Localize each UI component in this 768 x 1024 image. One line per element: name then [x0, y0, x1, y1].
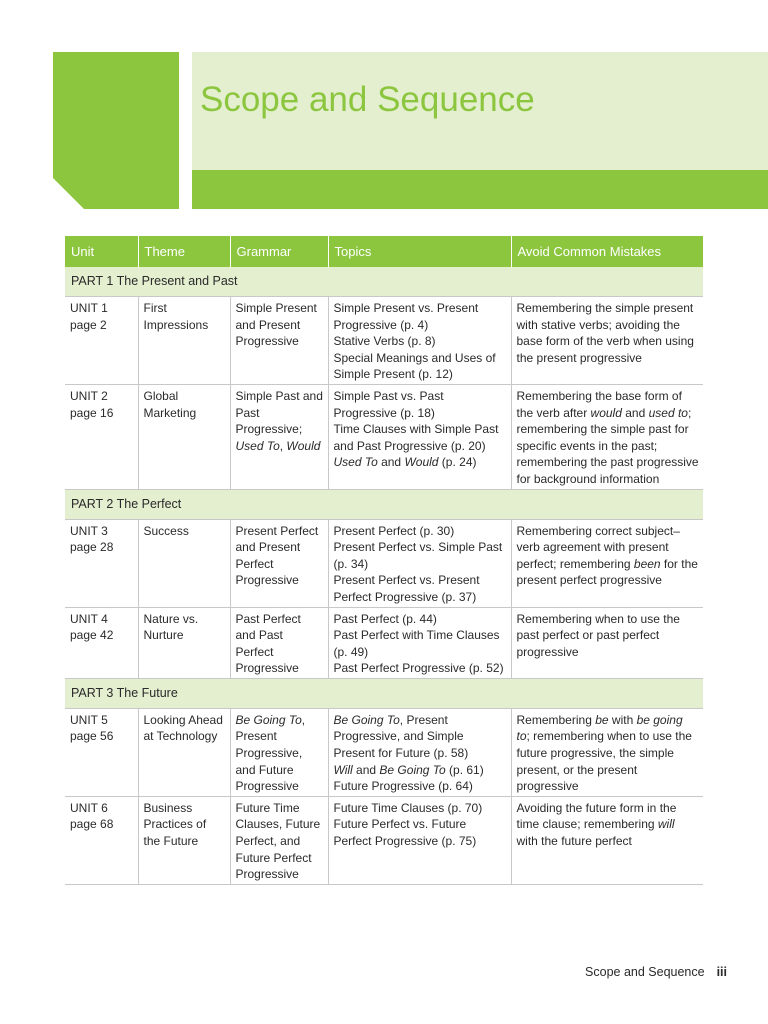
topic-item: Simple Past vs. Past Progressive (p. 18) — [333, 388, 444, 420]
unit-line: UNIT 5 — [70, 712, 108, 727]
topic-item: Simple Present vs. Present Progressive (p. 4) — [333, 301, 479, 332]
part-heading: PART 2 The Perfect — [65, 489, 703, 519]
grammar-cell: Simple Past and Past Progressive; Used To, Would — [230, 384, 328, 489]
mistakes-cell: Avoiding the future form in the time clause; remembering will with the future perfect — [511, 796, 703, 884]
theme-cell: Success — [138, 519, 230, 607]
unit-cell — [65, 607, 138, 678]
mistakes-cell: Remembering the simple present with stative verbs; avoiding the base form of the verb when using the present progressive — [511, 297, 703, 385]
theme-cell: First Impressions — [138, 297, 230, 385]
topic-item: Future Progressive (p. 64) — [333, 779, 473, 794]
topic-item: Time Clauses with Simple Past and Past Progressive (p. 20) — [333, 422, 499, 453]
topic-item: Past Perfect Progressive (p. 52) — [333, 661, 504, 676]
unit-line: page 2 — [70, 317, 107, 332]
topics-cell — [328, 607, 511, 678]
topic-item: Used To and Would (p. 24) — [333, 455, 477, 470]
table-header-row — [65, 236, 703, 267]
topic-item: Be Going To, Present Progressive, and Simple Present for Future (p. 58) — [333, 712, 469, 761]
unit-cell — [65, 297, 138, 385]
part-row — [65, 489, 703, 519]
topic-item: Past Perfect with Time Clauses (p. 49) — [333, 628, 500, 659]
unit-line: UNIT 3 — [70, 523, 108, 538]
column-header-grammar: Grammar — [230, 236, 328, 267]
topic-item: Stative Verbs (p. 8) — [333, 334, 436, 349]
table-row — [65, 297, 703, 385]
unit-cell — [65, 708, 138, 796]
unit-line: page 42 — [70, 628, 114, 643]
grammar-cell: Past Perfect and Past Perfect Progressive — [230, 607, 328, 678]
unit-line: UNIT 1 — [70, 301, 108, 315]
unit-line: page 68 — [70, 817, 114, 832]
table-body — [65, 267, 703, 884]
part-row — [65, 267, 703, 297]
unit-cell — [65, 384, 138, 489]
unit-line: UNIT 6 — [70, 800, 108, 815]
column-header-topics: Topics — [328, 236, 511, 267]
theme-cell: Business Practices of the Future — [138, 796, 230, 884]
unit-line: page 16 — [70, 405, 114, 420]
grammar-cell: Present Perfect and Present Perfect Progressive — [230, 519, 328, 607]
table-row — [65, 519, 703, 607]
topic-item: Future Perfect vs. Future Perfect Progressive (p. 75) — [333, 817, 477, 849]
topic-item: Special Meanings and Uses of Simple Present (p. 12) — [333, 350, 496, 382]
unit-line: UNIT 2 — [70, 388, 108, 403]
topic-item: Will and Be Going To (p. 61) — [333, 762, 484, 777]
topic-item: Present Perfect (p. 30) — [333, 523, 455, 538]
header-divider-strip — [179, 52, 192, 209]
unit-line: page 56 — [70, 729, 114, 744]
scope-sequence-table — [65, 236, 703, 885]
theme-cell: Looking Ahead at Technology — [138, 708, 230, 796]
mistakes-cell: Remembering correct subject–verb agreement with present perfect; remembering been for the present perfect progressive — [511, 519, 703, 607]
page-footer — [585, 965, 727, 979]
column-header-unit: Unit — [65, 236, 138, 267]
topic-item: Present Perfect vs. Simple Past (p. 34) — [333, 540, 503, 571]
column-header-theme: Theme — [138, 236, 230, 267]
unit-line: page 28 — [70, 540, 114, 555]
table-row — [65, 708, 703, 796]
mistakes-cell: Remembering be with be going to; remembering when to use the future progressive, the simple present, or the present progressive — [511, 708, 703, 796]
theme-cell: Global Marketing — [138, 384, 230, 489]
table-row — [65, 607, 703, 678]
grammar-cell: Future Time Clauses, Future Perfect, and Future Perfect Progressive — [230, 796, 328, 884]
topics-cell — [328, 708, 511, 796]
unit-cell — [65, 796, 138, 884]
table-row — [65, 384, 703, 489]
page-title: Scope and Sequence — [200, 80, 535, 119]
topics-cell — [328, 796, 511, 884]
grammar-cell: Be Going To, Present Progressive, and Future Progressive — [230, 708, 328, 796]
page-number: iii — [716, 965, 727, 979]
part-heading: PART 3 The Future — [65, 678, 703, 708]
topics-cell — [328, 384, 511, 489]
mistakes-cell: Remembering when to use the past perfect or past perfect progressive — [511, 607, 703, 678]
column-header-mistakes: Avoid Common Mistakes — [511, 236, 703, 267]
theme-cell: Nature vs. Nurture — [138, 607, 230, 678]
unit-line: UNIT 4 — [70, 611, 108, 626]
topic-item: Future Time Clauses (p. 70) — [333, 800, 483, 815]
table-row — [65, 796, 703, 884]
topic-item: Present Perfect vs. Present Perfect Progressive (p. 37) — [333, 573, 480, 604]
topic-item: Past Perfect (p. 44) — [333, 611, 437, 626]
part-row — [65, 678, 703, 708]
unit-cell — [65, 519, 138, 607]
part-heading: PART 1 The Present and Past — [65, 267, 703, 297]
footer-title: Scope and Sequence — [585, 965, 705, 979]
topics-cell — [328, 297, 511, 385]
topics-cell — [328, 519, 511, 607]
header-corner-notch — [53, 178, 84, 209]
grammar-cell: Simple Present and Present Progressive — [230, 297, 328, 385]
mistakes-cell: Remembering the base form of the verb after would and used to; remembering the simple past for specific events in the past; remembering the past progressive for background information — [511, 384, 703, 489]
